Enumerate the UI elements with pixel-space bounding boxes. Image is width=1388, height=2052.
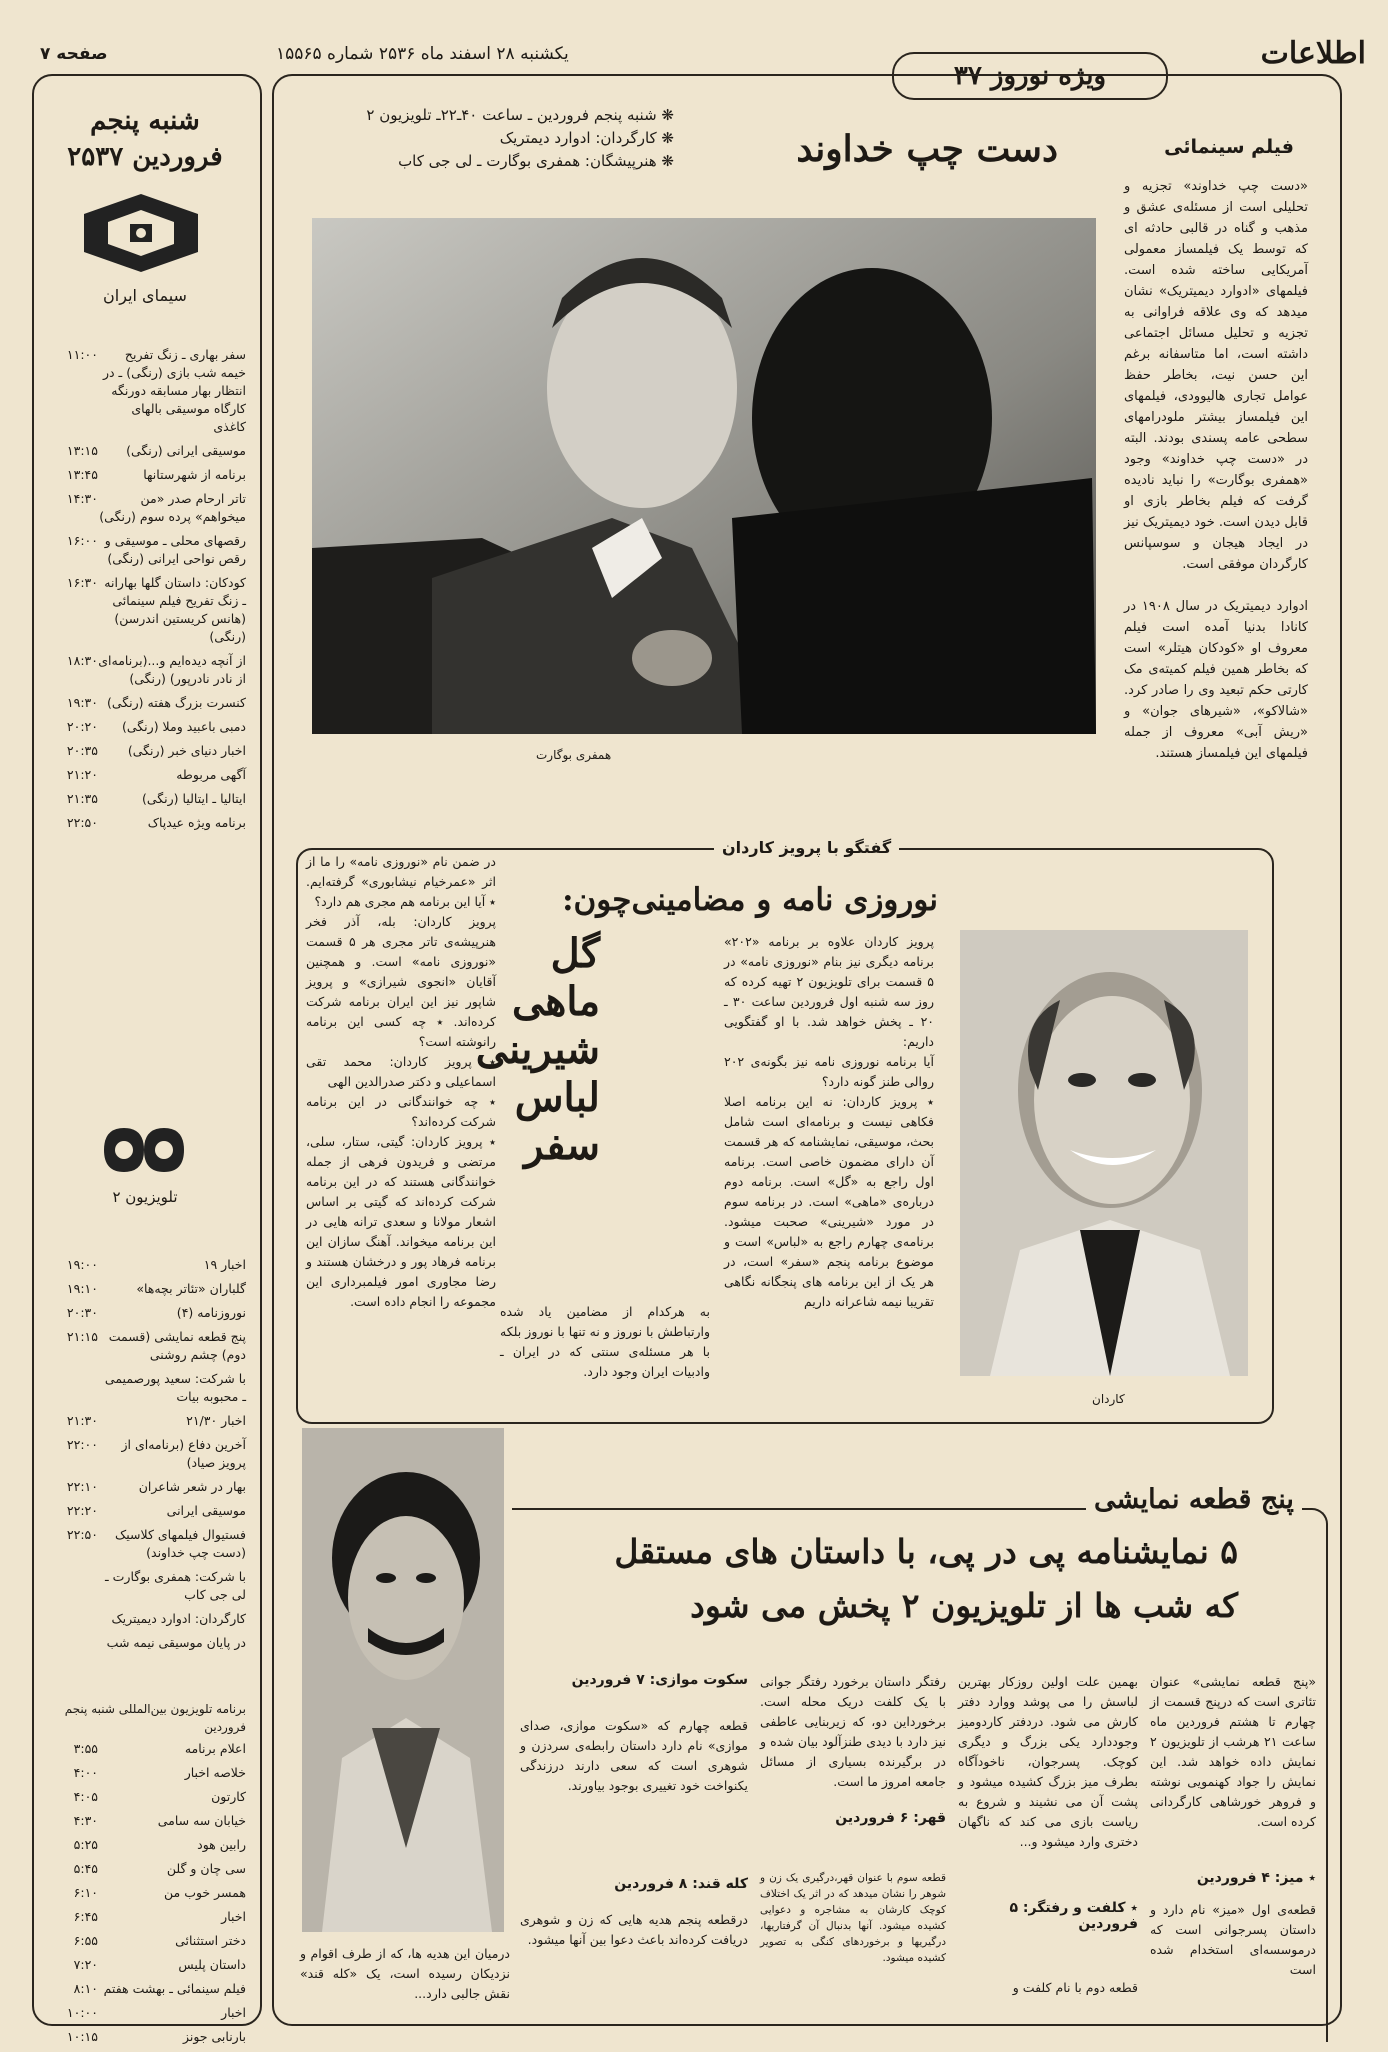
interview-col-mid-end: به هرکدام از مضامین یاد شده وارتباطش با نوروز و نه تنها با نوروز بلکه با هر مسئله‌ی سنتی که در ایران ـ وادبیات ایران وجود دارد.	[500, 1304, 710, 1379]
schedule-row	[46, 1788, 246, 1806]
schedule-row	[46, 790, 246, 808]
program-time	[46, 1610, 98, 1628]
schedule-row	[46, 652, 246, 688]
program-time: ۷:۲۰	[73, 1957, 98, 1972]
program-time	[46, 1568, 98, 1604]
program-title: موسیقی ایرانی (رنگی)	[126, 443, 246, 458]
program-time: ۱۸:۳۰	[66, 653, 98, 668]
channel-2-logo-icon	[94, 1120, 194, 1180]
schedule-row	[46, 442, 246, 460]
program-time: ۲۲:۵۰	[66, 1527, 98, 1542]
schedule-date: فروردین ۲۵۳۷	[67, 142, 223, 172]
plays-col-4-end: درقطعه پنجم هدیه هایی که زن و شوهری دریافت کرده‌اند باعث دعوا بین آنها میشود.	[520, 1912, 748, 1947]
film-photo-caption: همفری بوگارت	[536, 748, 612, 762]
program-title: اخبار ۲۱/۳۰	[186, 1413, 246, 1428]
date-line: یکشنبه ۲۸ اسفند ماه ۲۵۳۶ شماره ۱۵۵۶۵	[276, 44, 569, 64]
schedule-row	[46, 346, 246, 436]
schedule-row	[46, 2028, 246, 2046]
program-time: ۲۲:۰۰	[66, 1437, 98, 1452]
schedule-row	[46, 1412, 246, 1430]
channel-2-name: تلویزیون ۲	[112, 1188, 178, 1206]
interview-col-right: پرویز کاردان علاوه بر برنامه «۲۰۲» برنامه دیگری نیز بنام «نوروزی نامه» در ۵ قسمت برای تلویزیون ۲ تهیه کرده که روز سه شنبه اول فروردین ساعت ۳۰ ـ ۲۰ ـ پخش خواهد شد. با او گفتگویی داریم: آیا برنامه نوروزی نامه نیز بگونه‌ی ۲۰۲ روالی طنز گونه دارد؟ ٭ پرویز کاردان: نه این برنامه اصلا فکاهی نیست و برنامه‌ای است شامل بحث، موسیقی، نمایشنامه که هر قسمت آن دارای مضمون خاصی است. برنامه اول راجع به «گل» است. برنامه دوم درباره‌ی «ماهی» است. در برنامه سوم در مورد «شیرینی» صحبت میشود. برنامه‌ی چهارم راجع به «لباس» است و موضوع برنامه پنجم «سفر» است، در هر یک از این برنامه های پنجگانه نگاهی تقریبا نیمه شاعرانه داریم	[724, 934, 934, 1309]
plays-col-2-end: قطعه دوم با نام کلفت و	[1012, 1980, 1138, 1995]
program-title: همسر خوب من	[164, 1885, 246, 1900]
plays-kicker: پنج قطعه نمایشی	[1086, 1484, 1302, 1515]
program-title: کنسرت بزرگ هفته (رنگی)	[106, 695, 246, 710]
schedule-row	[46, 2004, 246, 2022]
plays-col-1: «پنج قطعه نمایشی» عنوان تئاتری است که درپنج قسمت از چهارم تا هشتم فروردین ماه ساعت ۲۱ هرشب از تلویزیون ۲ نمایش داده خواهد شد. این نمایش را جواد کهنمویی نوشته و فروهر خورشاهی کارگردانی کرده است.	[1150, 1674, 1316, 1829]
program-time: ۱۶:۳۰	[66, 575, 98, 590]
program-title: در پایان موسیقی نیمه شب	[106, 1635, 246, 1650]
actor-portrait-illustration	[302, 1428, 504, 1932]
program-title: از آنچه دیده‌ایم و...(برنامه‌ای از نادر نادرپور) (رنگی)	[98, 653, 246, 686]
newspaper-name: اطلاعات	[1260, 36, 1366, 71]
schedule-row	[46, 766, 246, 784]
schedule-row	[46, 1280, 246, 1298]
program-title: اخبار	[221, 2005, 246, 2020]
program-time: ۲۱:۲۰	[66, 767, 98, 782]
schedule-row	[46, 1956, 246, 1974]
plays-col-4-sub-a: سکوت موازی: ۷ فروردین	[571, 1672, 748, 1688]
film-body-1: «دست چپ خداوند» تجزیه و تحلیلی است از مسئله‌ی عشق و مذهب و گناه در قالبی حادثه ای که توسط یک فیلمساز معمولی آمریکایی ساخته شده است. فیلمهای «ادوارد دیمیتریک» نشان میدهد که وی علاقه فراوانی به تجزیه و تحلیل مسائل اجتماعی داشته است، اما متاسفانه برغم این حسن نیت، بخاطر حفظ عوامل تجاری هالیوودی، فیلمهای این فیلمساز بیشتر ملودرامهای سطحی عامه پسندی بودند. البته در «دست چپ خداوند» وجود «همفری بوگارت» را نباید نادیده گرفت که فیلم بخاطر بازی او قابل دیدن است. خود دیمیتریک نیز در ایجاد هیجان و سوسپانس کارگردان موفقی است.	[1124, 179, 1308, 572]
channel-1-schedule	[46, 346, 246, 838]
schedule-row	[46, 1884, 246, 1902]
program-time: ۱۹:۰۰	[66, 1257, 98, 1272]
program-time: ۴:۰۰	[73, 1765, 98, 1780]
program-time	[46, 1370, 98, 1406]
special-issue-label: ویژه نوروز ۳۷	[953, 61, 1107, 91]
topic-fish: ماهی	[511, 978, 600, 1025]
program-title: رقصهای محلی ـ موسیقی و رقص نواحی ایرانی (رنگی)	[104, 533, 246, 566]
plays-col-2: بهمین علت اولین روزکار بهترین لباسش را می پوشد ووارد دفتر کارش می شود. دردفتر کاردومیز وجوددارد یکی بزرگ و دیگری کوچک. پسرجوان، ناخودآگاه بطرف میز بزرگ کشیده میشود و پشت آن می نشیند و شروع به ریاست بازی می کند که ناگهان دختری وارد میشود و...	[958, 1674, 1138, 1849]
program-time: ۴:۳۰	[73, 1813, 98, 1828]
program-title: با شرکت: همفری بوگارت ـ لی جی کاب	[105, 1569, 246, 1602]
schedule-row	[46, 574, 246, 646]
program-title: نوروزنامه (۴)	[176, 1305, 246, 1320]
plays-col-3-sub: قهر: ۶ فروردین	[835, 1810, 946, 1826]
program-title: دختر استثنائی	[175, 1933, 246, 1948]
program-title: بهار در شعر شاعران	[138, 1479, 246, 1494]
film-category: فیلم سینمائی	[1164, 136, 1294, 158]
program-time: ۱۹:۱۰	[66, 1281, 98, 1296]
schedule-row	[46, 1256, 246, 1274]
program-time: ۱۰:۰۰	[66, 2005, 98, 2020]
program-time: ۱۹:۳۰	[66, 695, 98, 710]
plays-col-4-sub-b: کله قند: ۸ فروردین	[614, 1876, 748, 1892]
channel-2-logo	[94, 1120, 194, 1180]
plays-headline-1: ۵ نمایشنامه پی در پی، با داستان های مستقل	[614, 1532, 1238, 1571]
program-time: ۸:۱۰	[73, 1981, 98, 1996]
plays-col-5-end: درمیان این هدیه ها، که از طرف اقوام و نزدیکان رسیده است، یک «کله قند» نقش جالبی دارد...	[300, 1946, 510, 2001]
actor-portrait	[302, 1428, 504, 1932]
program-time: ۲۲:۲۰	[66, 1503, 98, 1518]
program-time: ۶:۱۰	[73, 1885, 98, 1900]
schedule-row	[46, 532, 246, 568]
program-title: موسیقی ایرانی	[166, 1503, 246, 1518]
schedule-row	[46, 1836, 246, 1854]
program-time: ۶:۵۵	[73, 1933, 98, 1948]
program-title: خیابان سه سامی	[157, 1813, 246, 1828]
program-title: برنامه ویژه عیدپاک	[147, 815, 246, 830]
program-title: پنج قطعه نمایشی (قسمت دوم) چشم روشنی	[108, 1329, 246, 1362]
topic-sweets: شیرینی	[475, 1026, 600, 1073]
program-title: داستان پلیس	[178, 1957, 246, 1972]
schedule-row	[46, 1304, 246, 1322]
film-info	[358, 104, 674, 173]
plays-col-3-end: قطعه سوم با عنوان قهر،درگیری یک زن و شوهر را نشان میدهد که در اثر یک اختلاف کوچک کارشان به مشاجره و دعوایی کشیده میشود. آنها بدنبال آن گرفتاریها، درگیریها و برخوردهای کنگی به تصویر کشیده میشود.	[760, 1872, 946, 1964]
schedule-row	[46, 1764, 246, 1782]
schedule-row	[46, 1370, 246, 1406]
plays-col-2-sub: ٭ کلفت و رفتگر: ۵ فروردین	[1009, 1900, 1138, 1932]
schedule-row	[46, 1908, 246, 1926]
program-title: ایتالیا ـ ایتالیا (رنگی)	[141, 791, 246, 806]
program-time: ۳:۵۵	[73, 1741, 98, 1756]
program-title: آگهی مربوطه	[176, 767, 246, 782]
program-time: ۵:۲۵	[73, 1837, 98, 1852]
program-time	[46, 1634, 98, 1652]
program-time: ۴:۰۵	[73, 1789, 98, 1804]
program-time: ۲۰:۳۰	[66, 1305, 98, 1320]
program-title: سفر بهاری ـ زنگ تفریح خیمه شب بازی (رنگی) ـ در انتظار بهار مسابقه دورنگه کارگاه موسیقی بالهای کاغذی	[102, 347, 246, 434]
film-still-illustration	[312, 218, 1096, 734]
plays-col-1-end: قطعه‌ی اول «میز» نام دارد و داستان پسرجوانی است که درموسسه‌ای استخدام شده است	[1150, 1902, 1316, 1977]
program-time: ۲۱:۳۰	[66, 1413, 98, 1428]
program-title: کارگردان: ادوارد دیمیتریک	[111, 1611, 246, 1626]
channel-3-name: برنامه تلویزیون بین‌المللی شنبه پنجم فروردین	[64, 1702, 246, 1734]
program-title: رابین هود	[197, 1837, 246, 1852]
schedule-row	[46, 1436, 246, 1472]
program-time: ۱۰:۱۵	[66, 2029, 98, 2044]
program-title: خلاصه اخبار	[184, 1765, 246, 1780]
channel-1-logo	[82, 192, 200, 274]
program-title: سی چان و گلن	[166, 1861, 246, 1876]
schedule-row	[46, 694, 246, 712]
film-info-broadcast: ❋ شنبه پنجم فروردین ـ ساعت ۴۰ـ۲۲ـ تلویزیون ۲	[366, 106, 674, 124]
film-info-cast: ❋ هنرپیشگان: همفری بوگارت ـ لی جی کاب	[398, 152, 674, 170]
program-time: ۱۱:۰۰	[66, 347, 98, 362]
schedule-row	[46, 1812, 246, 1830]
film-body-2: ادوارد دیمیتریک در سال ۱۹۰۸ در کانادا بدنیا آمده است فیلم معروف او «کودکان هیتلر» است که بخاطر همین فیلم کمیته‌ی مک کارتی حکم تبعید وی را صادر کرد. «شالاکو»، «شیرهای جوان» و «ریش آبی» معروف از جمله فیلمهای این فیلمساز هستند.	[1124, 599, 1309, 761]
program-time: ۱۶:۰۰	[66, 533, 98, 548]
program-title: با شرکت: سعید پورصمیمی ـ محبوبه بیات	[104, 1371, 246, 1404]
program-time: ۱۳:۱۵	[66, 443, 98, 458]
program-title: تاتر ارحام صدر «من میخواهم» پرده سوم (رنگی)	[99, 491, 246, 524]
channel-2-schedule	[46, 1256, 246, 1658]
schedule-row	[46, 1526, 246, 1562]
program-title: اخبار	[221, 1909, 246, 1924]
schedule-day: شنبه پنجم	[90, 106, 200, 136]
kardan-portrait	[960, 930, 1248, 1376]
schedule-row	[46, 1980, 246, 1998]
interview-photo-caption: کاردان	[1092, 1392, 1125, 1406]
schedule-row	[46, 1932, 246, 1950]
program-time: ۲۰:۳۵	[66, 743, 98, 758]
topic-travel: سفر	[524, 1122, 600, 1169]
topic-flower: گل	[550, 930, 600, 977]
kardan-portrait-illustration	[960, 930, 1248, 1376]
program-title: کودکان: داستان گلها بهارانه ـ زنگ تفریح فیلم سینمائی (هانس کریستین اندرسن) (رنگی)	[104, 575, 246, 644]
schedule-row	[46, 1502, 246, 1520]
schedule-row	[46, 1860, 246, 1878]
plays-headline-2: که شب ها از تلویزیون ۲ پخش می شود	[690, 1586, 1238, 1625]
program-title: فستیوال فیلمهای کلاسیک (دست چپ خداوند)	[115, 1527, 246, 1560]
program-title: کارتون	[211, 1789, 246, 1804]
channel-1-name: سیمای ایران	[103, 286, 187, 305]
schedule-row	[46, 718, 246, 736]
plays-col-1-sub: ٭ میز: ۴ فروردین	[1196, 1870, 1316, 1886]
program-title: بارنابی جونز	[182, 2029, 246, 2044]
plays-col-3: رفتگر داستان برخورد رفتگر جوانی با یک کلفت دریک محله است. برخورداین دو، که زیربنایی عاطفی نیز دارد با دیدی طنزآلود بیان شده و در برگیرنده بسیاری از مسائل جامعه امروز ما است.	[760, 1674, 946, 1789]
program-title: اعلام برنامه	[184, 1741, 246, 1756]
program-title: اخبار ۱۹	[203, 1257, 246, 1272]
program-title: برنامه از شهرستانها	[143, 467, 246, 482]
film-title: دست چپ خداوند	[796, 128, 1058, 170]
program-time: ۲۱:۱۵	[66, 1329, 98, 1344]
program-time: ۵:۴۵	[73, 1861, 98, 1876]
program-title: گلباران «تئاتر بچه‌ها»	[136, 1281, 246, 1296]
program-time: ۲۱:۳۵	[66, 791, 98, 806]
channel-1-logo-icon	[82, 192, 200, 274]
program-time: ۱۳:۴۵	[66, 467, 98, 482]
plays-col-4: قطعه چهارم که «سکوت موازی، صدای موازی» نام دارد داستان رابطه‌ی سردزن و شوهری است که سعی دارند درزندگی یکنواخت خود تغییری بوجود بیاورند.	[520, 1718, 748, 1793]
schedule-row	[46, 1610, 246, 1628]
program-time: ۱۴:۳۰	[66, 491, 98, 506]
program-title: دمبی باعبید وملا (رنگی)	[121, 719, 246, 734]
program-title: آخرین دفاع (برنامه‌ای از پرویز صیاد)	[121, 1437, 246, 1470]
schedule-row	[46, 1478, 246, 1496]
schedule-row	[46, 1740, 246, 1758]
schedule-row	[46, 1634, 246, 1652]
program-time: ۲۰:۲۰	[66, 719, 98, 734]
channel-3-schedule	[46, 1740, 246, 2052]
interview-headline: نوروزی نامه و مضامینی‌چون:	[562, 882, 938, 918]
interview-topics	[475, 930, 600, 1170]
program-time: ۲۲:۵۰	[66, 815, 98, 830]
program-time: ۲۲:۱۰	[66, 1479, 98, 1494]
schedule-row	[46, 742, 246, 760]
schedule-row	[46, 1328, 246, 1364]
page-number: صفحه ۷	[40, 44, 108, 64]
program-time: ۶:۴۵	[73, 1909, 98, 1924]
topic-clothes: لباس	[514, 1074, 600, 1121]
schedule-row	[46, 466, 246, 484]
program-title: فیلم سینمائی ـ بهشت هفتم	[103, 1981, 246, 1996]
film-info-director: ❋ کارگردان: ادوارد دیمتریک	[499, 129, 674, 147]
film-still-photo	[312, 218, 1096, 734]
schedule-row	[46, 814, 246, 832]
program-title: اخبار دنیای خبر (رنگی)	[127, 743, 246, 758]
schedule-row	[46, 490, 246, 526]
interview-kicker: گفتگو با پرویز کاردان	[714, 838, 899, 857]
schedule-row	[46, 1568, 246, 1604]
interview-col-left: در ضمن نام «نوروزی نامه» را ما از اثر «عمرخیام نیشابوری» گرفته‌ایم. ٭ آیا این برنامه هم مجری هم دارد؟ پرویز کاردان: بله، آذر فخر هنرپیشه‌ی تاتر مجری هر ۵ قسمت «نوروزی نامه» است. و همچنین آقایان «انجوی شیرازی» و پرویز شاپور نیز این ایران برنامه شرکت کرده‌اند. ٭ چه کسی این برنامه رانوشته است؟ ٭ پرویز کاردان: محمد تقی اسماعیلی و دکتر صدرالدین الهی ٭ چه خوانندگانی در این برنامه شرکت کرده‌اند؟ ٭ پرویز کاردان: گیتی، ستار، سلی، مرتضی و فریدون فرهی از جمله خوانندگانی هستند که در این برنامه شرکت کرده‌اند که گیتی بر اساس اشعار مولانا و سعدی ترانه هایی در این برنامه میخواند. آهنگ سازان این برنامه فرهاد پور و درخشان هستند و رضا مجاوری امور فیلمبرداری این مجموعه را انجام داده است.	[306, 854, 496, 1309]
